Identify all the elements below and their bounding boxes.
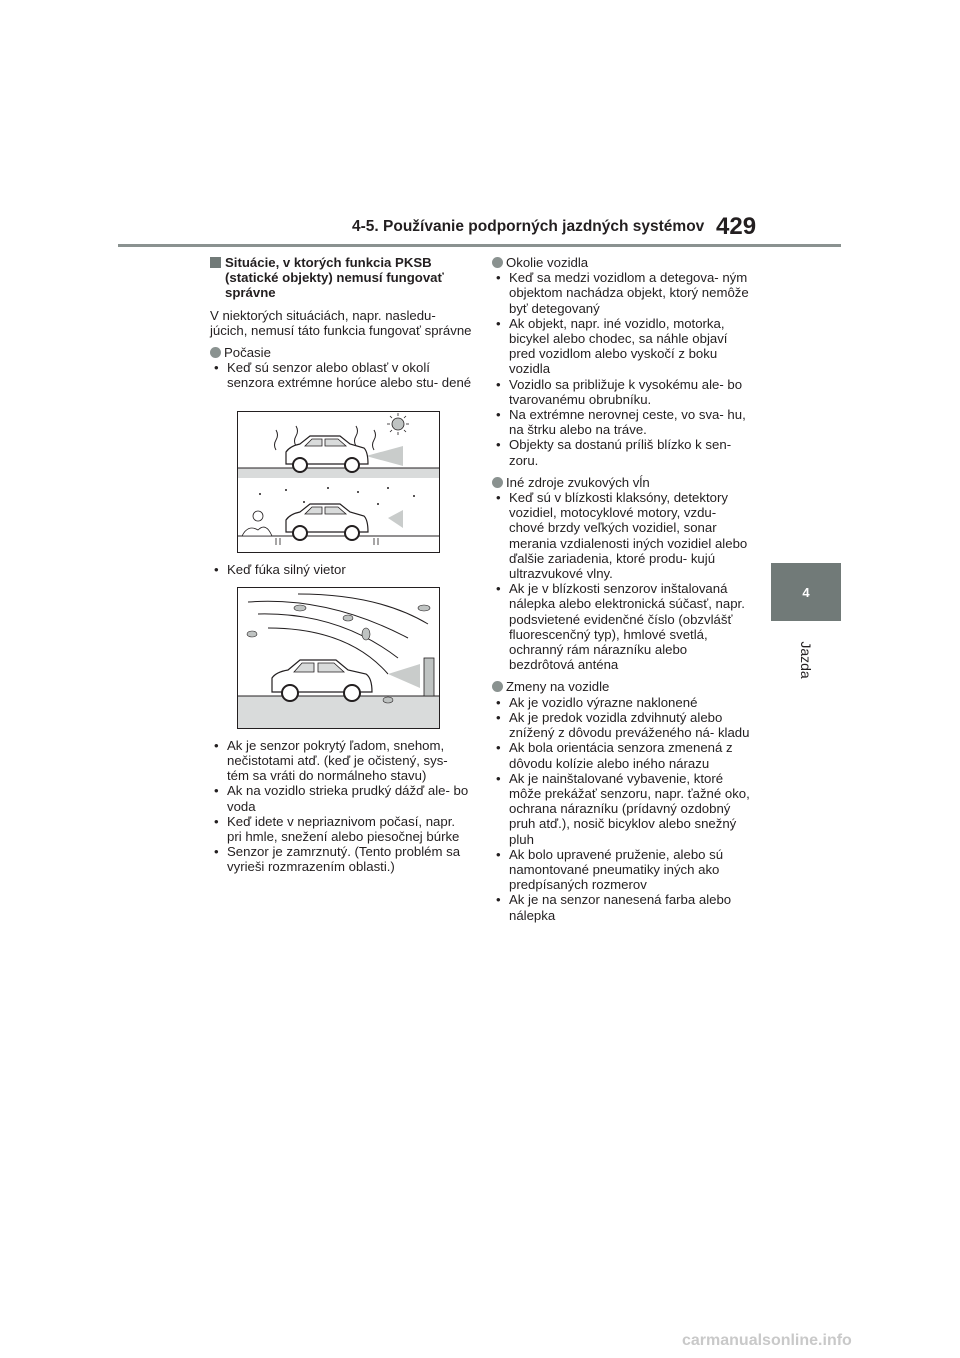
list-item: • Objekty sa dostanú príliš blízko k sen- zoru. (492, 437, 754, 467)
chapter-number: 4 (802, 584, 810, 600)
subsection-title (492, 255, 754, 270)
circle-bullet-icon (492, 257, 503, 268)
section-title: 4-5. Používanie podporných jazdných systémov (352, 218, 705, 235)
wind-illustration (238, 588, 439, 728)
hot-cold-illustration (238, 412, 439, 552)
circle-bullet-icon (492, 681, 503, 692)
intro-paragraph: V niektorých situáciách, napr. nasledu- júcich, nemusí táto funkcia fungovať správne (210, 307, 472, 338)
list-item: • Ak je vozidlo výrazne naklonené (492, 695, 754, 710)
figure-hot-cold-illustration (237, 411, 440, 553)
list-item: • Ak je nainštalované vybavenie, ktoré môže prekážať senzoru, napr. ťažné oko, ochrana nárazníku (prídavný ozdobný pruh atď.), nosič bicyklov alebo snežný pluh (492, 771, 754, 847)
bullet-list (210, 562, 472, 577)
section-heading-text: Situácie, v ktorých funkcia PKSB (statické objekty) nemusí fungovať správne (225, 255, 444, 301)
list-item: • Ak je predok vozidla zdvihnutý alebo znížený z dôvodu preváženého ná- kladu (492, 710, 754, 740)
list-item: • Senzor je zamrznutý. (Tento problém sa vyrieši rozmrazením oblasti.) (210, 844, 472, 874)
list-item: • Ak je v blízkosti senzorov inštalovaná nálepka alebo elektronická súčasť, napr. podsvietené evidenčné číslo (obzvlášť fluorescenčný typ), hmlové svetlá, ochranný rám nárazníku alebo bezdrôtová anténa (492, 581, 754, 672)
section-heading (210, 255, 472, 301)
chapter-label-text: Jazda (798, 641, 814, 679)
list-item: • Keď fúka silný vietor (210, 562, 472, 577)
list-item: • Keď sú senzor alebo oblasť v okolí senzora extrémne horúce alebo stu- dené (210, 360, 472, 390)
subsection-title-text: Okolie vozidla (506, 255, 589, 270)
bullet-list (492, 695, 754, 923)
subsection-title (492, 679, 754, 694)
subsection-title-text: Iné zdroje zvukových vĺn (506, 474, 650, 490)
list-item: • Ak objekt, napr. iné vozidlo, motorka, bicykel alebo chodec, sa náhle objaví pred vozidlom alebo vyskočí z boku vozidla (492, 316, 754, 377)
list-item: • Ak je na senzor nanesená farba alebo nálepka (492, 892, 754, 922)
bullet-list (210, 360, 472, 390)
figure-wind-illustration (237, 587, 440, 729)
subsection-title-text: Počasie (224, 345, 271, 361)
list-item: • Vozidlo sa približuje k vysokému ale- bo tvarovanému obrubníku. (492, 377, 754, 407)
chapter-label (779, 630, 833, 690)
header-rule (118, 244, 841, 247)
bullet-list (210, 738, 472, 875)
subsection-title (210, 345, 472, 360)
list-item: • Ak bolo upravené pruženie, alebo sú namontované pneumatiky iných ako predpísaných rozmerov (492, 847, 754, 893)
list-item: • Ak je senzor pokrytý ľadom, snehom, nečistotami atď. (keď je očistený, sys- tém sa vráti do normálneho stavu) (210, 738, 472, 784)
circle-bullet-icon (492, 477, 503, 488)
left-column (210, 255, 472, 882)
subsection-title-text: Zmeny na vozidle (506, 679, 610, 695)
list-item: • Ak na vozidlo strieka prudký dážď ale- bo voda (210, 783, 472, 813)
square-bullet-icon (210, 257, 221, 268)
right-column (492, 255, 754, 930)
watermark: carmanualsonline.info (682, 1332, 852, 1349)
circle-bullet-icon (210, 347, 221, 358)
page-number: 429 (716, 213, 757, 240)
list-item: • Keď sa medzi vozidlom a detegova- ným objektom nachádza objekt, ktorý nemôže byť detegovaný (492, 270, 754, 316)
chapter-tab (771, 563, 841, 621)
bullet-list (492, 270, 754, 468)
list-item: • Keď idete v nepriaznivom počasí, napr. pri hmle, snežení alebo piesočnej búrke (210, 814, 472, 844)
list-item: • Keď sú v blízkosti klaksóny, detektory vozidiel, motocyklové motory, vzdu- chové brzdy veľkých vozidiel, sonar merania vzdialenosti iných vozidiel alebo ďalšie zariadenia, ktoré produ- kujú ultrazvukové vlny. (492, 490, 754, 581)
bullet-list (492, 490, 754, 672)
subsection-title (492, 475, 754, 490)
list-item: • Ak bola orientácia senzora zmenená z dôvodu kolízie alebo iného nárazu (492, 740, 754, 770)
list-item: • Na extrémne nerovnej ceste, vo sva- hu, na štrku alebo na tráve. (492, 407, 754, 437)
